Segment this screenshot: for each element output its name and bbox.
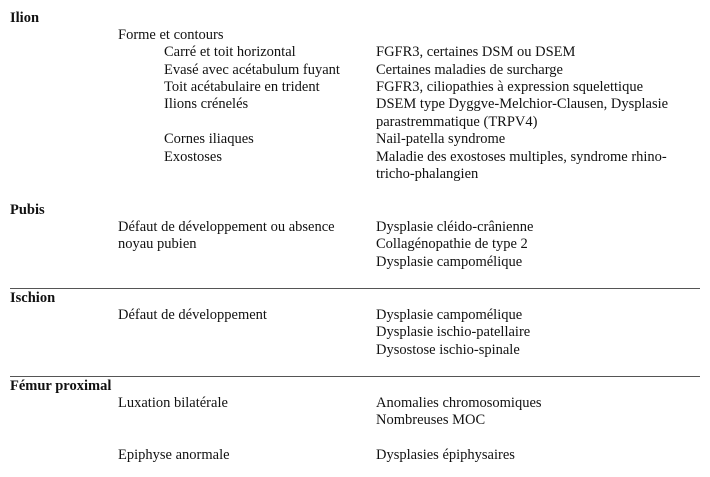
causes-text: Dysplasie campomélique	[376, 307, 523, 323]
finding-label: Luxation bilatérale	[118, 395, 228, 411]
finding-label: Exostoses	[164, 149, 222, 165]
finding-label: Défaut de développement	[118, 307, 267, 323]
section-divider	[10, 288, 700, 289]
finding-label-line1: Défaut de développement ou absence	[118, 219, 335, 235]
causes-text: Certaines maladies de surcharge	[376, 62, 563, 78]
section-title-ischion: Ischion	[10, 290, 56, 306]
causes-text: Nail-patella syndrome	[376, 131, 506, 147]
causes-text: FGFR3, certaines DSM ou DSEM	[376, 44, 576, 60]
causes-text-line1: Maladie des exostoses multiples, syndrome rhino-	[376, 149, 667, 165]
causes-text: Anomalies chromosomiques	[376, 395, 542, 411]
causes-text-line1: DSEM type Dyggve-Melchior-Clausen, Dysplasie	[376, 96, 669, 112]
causes-text: Dysplasie campomélique	[376, 254, 523, 270]
finding-label-line2: noyau pubien	[118, 236, 197, 252]
section-title-pubis: Pubis	[10, 202, 45, 218]
subsection-title-forme-contours: Forme et contours	[118, 27, 224, 43]
section-title-ilion: Ilion	[10, 10, 40, 26]
section-title-femur-proximal: Fémur proximal	[10, 378, 112, 394]
causes-text-line2: parastremmatique (TRPV4)	[376, 114, 538, 130]
causes-text: Collagénopathie de type 2	[376, 236, 528, 252]
causes-text: Dysplasie cléido-crânienne	[376, 219, 534, 235]
finding-label: Cornes iliaques	[164, 131, 254, 147]
causes-text: Dysostose ischio-spinale	[376, 342, 520, 358]
finding-label: Toit acétabulaire en trident	[164, 79, 320, 95]
finding-label: Carré et toit horizontal	[164, 44, 296, 60]
finding-label: Evasé avec acétabulum fuyant	[164, 62, 340, 78]
causes-text: Nombreuses MOC	[376, 412, 486, 428]
finding-label: Epiphyse anormale	[118, 447, 230, 463]
finding-label: Ilions crénelés	[164, 96, 249, 112]
causes-text: FGFR3, ciliopathies à expression squelettique	[376, 79, 644, 95]
causes-text: Dysplasie ischio-patellaire	[376, 324, 531, 340]
causes-text-line2: tricho-phalangien	[376, 166, 479, 182]
causes-text: Dysplasies épiphysaires	[376, 447, 515, 463]
section-divider	[10, 376, 700, 377]
